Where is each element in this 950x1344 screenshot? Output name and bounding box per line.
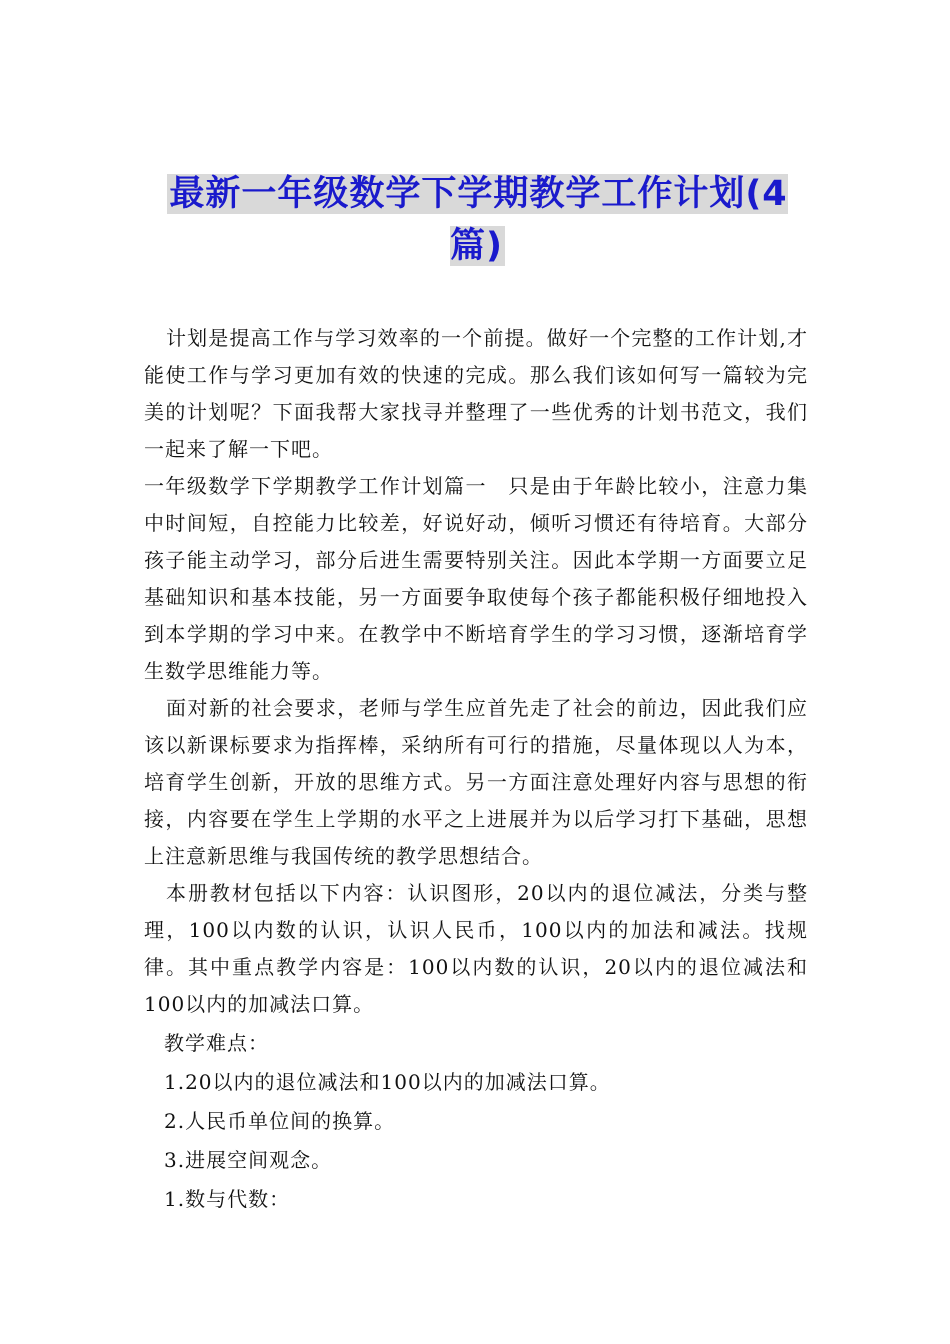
paragraph-intro: 计划是提高工作与学习效率的一个前提。做好一个完整的工作计划,才能使工作与学习更加有效的快速的完成。那么我们该如何写一篇较为完美的计划呢？下面我帮大家找寻并整理了一些优秀的计划书范文，我们一起来了解一下吧。 xyxy=(144,326,808,461)
paragraph-contents: 本册教材包括以下内容：认识图形，20以内的退位减法，分类与整理，100以内数的认识，认识人民币，100以内的加法和减法。找规律。其中重点教学内容是：100以内数的认识，20以内的退位减法和100以内的加减法口算。 xyxy=(144,881,808,1016)
document-body xyxy=(144,320,808,1218)
list-item: 2.人民币单位间的换算。 xyxy=(164,1109,396,1133)
document-title-text: 最新一年级数学下学期教学工作计划(4篇) xyxy=(169,174,788,266)
list-item: 1.数与代数： xyxy=(164,1187,291,1211)
difficulty-list xyxy=(144,1025,808,1218)
paragraph-requirements: 面对新的社会要求，老师与学生应首先走了社会的前边，因此我们应该以新课标要求为指挥棒，采纳所有可行的措施，尽量体现以人为本，培育学生创新，开放的思维方式。另一方面注意处理好内容与思想的衔接，内容要在学生上学期的水平之上进展并为以后学习打下基础，思想上注意新思维与我国传统的教学思想结合。 xyxy=(144,696,808,868)
document-title xyxy=(140,168,815,272)
list-item: 1.20以内的退位减法和100以内的加减法口算。 xyxy=(164,1070,611,1094)
paragraph-part-one: 一年级数学下学期教学工作计划篇一 只是由于年龄比较小，注意力集中时间短，自控能力比较差，好说好动，倾听习惯还有待培育。大部分孩子能主动学习，部分后进生需要特别关注。因此本学期一方面要立足基础知识和基本技能，另一方面要争取使每个孩子都能积极仔细地投入到本学期的学习中来。在教学中不断培育学生的学习习惯，逐渐培育学生数学思维能力等。 xyxy=(144,474,808,683)
list-item: 3.进展空间观念。 xyxy=(164,1148,333,1172)
list-heading: 教学难点： xyxy=(164,1031,269,1055)
